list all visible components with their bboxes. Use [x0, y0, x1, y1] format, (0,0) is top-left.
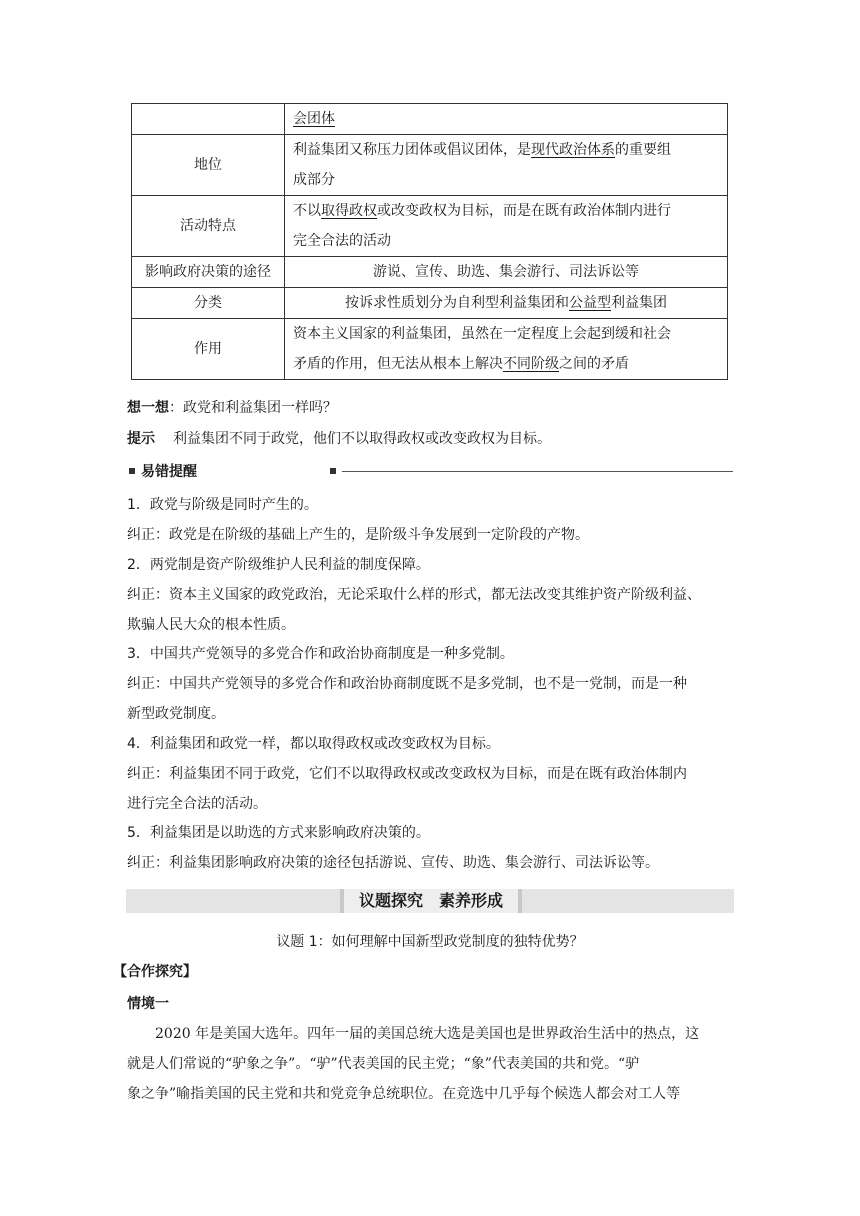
square-bullet-icon	[129, 468, 135, 474]
cell-text: 矛盾的作用，但无法从根本上解决	[293, 356, 503, 372]
square-bullet-icon	[330, 468, 336, 474]
section-banner	[126, 889, 734, 913]
table-row-head: 分类	[132, 288, 285, 319]
error-statement: 2．两党制是资产阶级维护人民利益的制度保障。	[127, 557, 430, 573]
paragraph-line: 2020 年是美国大选年。四年一届的美国总统大选是美国也是世界政治生活中的热点，这	[155, 1026, 700, 1042]
cell-text: 不以	[293, 203, 321, 219]
table-row	[132, 257, 728, 288]
table-row-head: 活动特点	[132, 196, 285, 257]
hint-label: 提示	[127, 431, 155, 447]
interest-group-table	[131, 103, 728, 380]
error-correction: 新型政党制度。	[127, 706, 225, 722]
underlined-term: 不同阶级	[503, 356, 559, 372]
think-text: ：政党和利益集团一样吗？	[169, 400, 337, 416]
table-cell	[285, 196, 728, 257]
error-statement: 5．利益集团是以助选的方式来影响政府决策的。	[127, 825, 430, 841]
think-question	[127, 398, 337, 418]
hint-text: 利益集团不同于政党，他们不以取得政权或改变政权为目标。	[173, 431, 551, 447]
underlined-term: 公益型	[569, 295, 611, 311]
table-row-head	[132, 104, 285, 135]
table-row	[132, 288, 728, 319]
underlined-term: 会团体	[293, 111, 335, 127]
topic-title: 议题 1：如何理解中国新型政党制度的独特优势？	[276, 934, 584, 950]
error-correction: 进行完全合法的活动。	[127, 796, 267, 812]
table-row-head: 影响政府决策的途径	[132, 257, 285, 288]
underlined-term: 取得政权	[321, 203, 377, 219]
situation-heading: 情境一	[127, 996, 169, 1012]
error-correction: 纠正：中国共产党领导的多党合作和政治协商制度既不是多党制，也不是一党制，而是一种	[127, 676, 687, 692]
paragraph-line: 象之争”喻指美国的民主党和共和党竞争总统职位。在竞选中几乎每个候选人都会对工人等	[127, 1086, 681, 1102]
table-row	[132, 104, 728, 135]
table-row-head: 作用	[132, 319, 285, 380]
table-row-head: 地位	[132, 135, 285, 196]
error-statement: 4．利益集团和政党一样，都以取得政权或改变政权为目标。	[127, 736, 500, 752]
table-row	[132, 196, 728, 257]
error-correction: 纠正：资本主义国家的政党政治，无论采取什么样的形式，都无法改变其维护资产阶级利益、	[127, 587, 701, 603]
cell-text: 利益集团又称压力团体或倡议团体，是	[293, 142, 531, 158]
cell-text: 之间的矛盾	[559, 356, 629, 372]
underlined-term: 现代政治体系	[531, 142, 615, 158]
cell-text: 按诉求性质划分为自利型利益集团和	[345, 295, 569, 311]
error-statement: 1．政党与阶级是同时产生的。	[127, 497, 318, 513]
error-correction: 纠正：政党是在阶级的基础上产生的，是阶级斗争发展到一定阶段的产物。	[127, 527, 589, 543]
cell-text: 的重要组	[615, 142, 671, 158]
coop-heading: 【合作探究】	[113, 964, 197, 980]
table-cell	[285, 104, 728, 135]
cell-text: 或改变政权为目标，而是在既有政治体制内进行	[377, 203, 671, 219]
cell-text: 完全合法的活动	[293, 233, 391, 249]
cell-text: 资本主义国家的利益集团，虽然在一定程度上会起到缓和社会	[293, 326, 671, 342]
divider	[342, 471, 733, 472]
error-correction: 纠正：利益集团不同于政党，它们不以取得政权或改变政权为目标，而是在既有政治体制内	[127, 766, 687, 782]
table-cell: 游说、宣传、助选、集会游行、司法诉讼等	[285, 257, 728, 288]
error-correction: 欺骗人民大众的根本性质。	[127, 617, 295, 633]
table-row	[132, 319, 728, 380]
section-banner-title: 议题探究 素养形成	[340, 889, 522, 913]
tips-header	[127, 462, 733, 482]
table-cell	[285, 319, 728, 380]
table-cell	[285, 288, 728, 319]
think-label: 想一想	[127, 400, 169, 416]
error-statement: 3．中国共产党领导的多党合作和政治协商制度是一种多党制。	[127, 646, 514, 662]
error-correction: 纠正：利益集团影响政府决策的途径包括游说、宣传、助选、集会游行、司法诉讼等。	[127, 855, 659, 871]
table-row	[132, 135, 728, 196]
tips-title: 易错提醒	[141, 464, 197, 480]
hint	[127, 429, 551, 449]
paragraph-line: 就是人们常说的“驴象之争”。“驴”代表美国的民主党；“象”代表美国的共和党。“驴	[127, 1056, 640, 1072]
cell-text: 利益集团	[611, 295, 667, 311]
table-cell	[285, 135, 728, 196]
cell-text: 成部分	[293, 172, 335, 188]
